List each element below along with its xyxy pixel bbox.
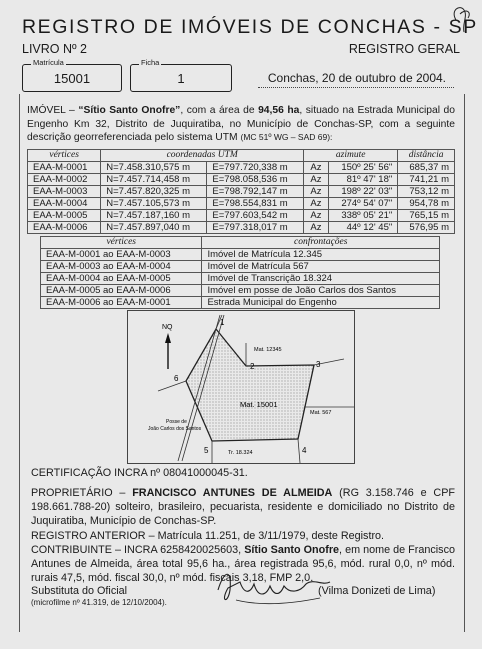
confront-body <box>41 249 440 309</box>
property-map <box>127 310 355 464</box>
coords-cell: 198º 22' 03" <box>328 186 397 198</box>
desc-prefix: IMÓVEL – <box>27 105 79 116</box>
coords-cell: N=7.457.105,573 m <box>101 198 207 210</box>
property-description <box>27 104 455 145</box>
property-area: 94,56 ha <box>258 105 300 116</box>
map-label-tr: Tr. 18.324 <box>228 450 253 456</box>
coords-body <box>28 162 455 234</box>
coords-cell: E=798.058,536 m <box>207 174 304 186</box>
coords-cell: 576,95 m <box>398 222 455 234</box>
vertex-label: 2 <box>250 362 255 371</box>
signature-icon <box>210 560 340 615</box>
confrontations-table <box>40 236 440 309</box>
coords-row <box>28 198 455 210</box>
coords-cell: EAA-M-0003 <box>28 186 101 198</box>
vertex-label: 3 <box>316 360 321 369</box>
vertex-label: 5 <box>204 446 209 455</box>
vertex-label: 6 <box>174 374 179 383</box>
coords-cell: E=797.603,542 m <box>207 210 304 222</box>
coords-cell: E=798.792,147 m <box>207 186 304 198</box>
coords-header: azimute <box>304 150 398 162</box>
boundary-line <box>158 381 186 391</box>
proprietario-name: FRANCISCO ANTUNES DE ALMEIDA <box>132 487 333 499</box>
coords-cell: N=7.457.897,040 m <box>101 222 207 234</box>
proprietario-rest: (RG 3.158.746 e CPF 198.661.788-20) solteiro, brasileiro, pecuarista, residente e domiciliado no Distrito de Juquiratiba, Município de Conchas-SP. <box>31 487 456 527</box>
map-label-mat-12345: Mat. 12345 <box>254 347 282 353</box>
coords-cell: N=7.457.714,458 m <box>101 174 207 186</box>
coords-row <box>28 174 455 186</box>
coords-cell: Az <box>304 174 329 186</box>
confront-row <box>41 249 440 261</box>
desc-mid: , com a área de <box>180 105 259 116</box>
coords-cell: Az <box>304 210 329 222</box>
coords-cell: 765,15 m <box>398 210 455 222</box>
coords-header-row <box>28 150 455 162</box>
coords-cell: Az <box>304 198 329 210</box>
coords-cell: 753,12 m <box>398 186 455 198</box>
coords-cell: 338º 05' 21" <box>328 210 397 222</box>
coords-cell: EAA-M-0006 <box>28 222 101 234</box>
confront-cell: EAA-M-0005 ao EAA-M-0006 <box>41 285 202 297</box>
confront-row <box>41 261 440 273</box>
coords-cell: 685,37 m <box>398 162 455 174</box>
certificacao-incra: CERTIFICAÇÃO INCRA nº 08041000045-31. <box>31 467 248 479</box>
coords-header: coordenadas UTM <box>101 150 304 162</box>
proprietario-paragraph <box>31 486 455 528</box>
coords-cell: Az <box>304 222 329 234</box>
vertex-label: 1 <box>220 318 225 327</box>
map-label-main: Mat. 15001 <box>240 400 278 409</box>
coords-cell: 954,78 m <box>398 198 455 210</box>
confront-cell: Estrada Municipal do Engenho <box>202 297 440 309</box>
coords-cell: E=797.318,017 m <box>207 222 304 234</box>
coords-cell: N=7.457.820,325 m <box>101 186 207 198</box>
coords-cell: EAA-M-0002 <box>28 174 101 186</box>
substituta-label: Substituta do Oficial <box>31 585 128 597</box>
map-label-posse-name: João Carlos dos Santos <box>148 426 202 432</box>
matricula-value: 15001 <box>53 71 91 86</box>
microfilme-note: (microfilme nº 41.319, de 12/10/2004). <box>31 598 167 607</box>
matricula-box <box>22 58 122 92</box>
coords-cell: 44º 12' 45" <box>328 222 397 234</box>
coords-cell: Az <box>304 162 329 174</box>
datum-label: (MC 51º WG – SAD 69): <box>240 132 333 142</box>
map-label-posse: Posse de <box>166 419 187 425</box>
registro-geral-label: REGISTRO GERAL <box>348 42 460 56</box>
confront-cell: EAA-M-0001 ao EAA-M-0003 <box>41 249 202 261</box>
coords-cell: EAA-M-0004 <box>28 198 101 210</box>
coords-cell: 81º 47' 18" <box>328 174 397 186</box>
coords-cell: EAA-M-0005 <box>28 210 101 222</box>
coords-header: vértices <box>28 150 101 162</box>
confront-row <box>41 297 440 309</box>
matricula-label: Matrícula <box>33 58 64 67</box>
ficha-box <box>130 58 232 92</box>
coords-row <box>28 222 455 234</box>
coords-row <box>28 210 455 222</box>
registry-title: REGISTRO DE IMÓVEIS DE CONCHAS - SP <box>22 16 478 38</box>
contribuinte-name: Sítio Santo Onofre <box>244 544 340 556</box>
north-arrow-icon <box>165 333 171 369</box>
map-label-mat-567: Mat. 567 <box>310 410 332 416</box>
coords-row <box>28 162 455 174</box>
oficial-name: (Vilma Donizeti de Lima) <box>318 585 436 597</box>
vertex-label: 4 <box>302 446 307 455</box>
coords-cell: EAA-M-0001 <box>28 162 101 174</box>
coordinates-table <box>27 149 455 234</box>
confront-header: vértices <box>41 237 202 249</box>
confront-cell: EAA-M-0006 ao EAA-M-0001 <box>41 297 202 309</box>
confront-cell: Imóvel de Matrícula 567 <box>202 261 440 273</box>
coords-cell: Az <box>304 186 329 198</box>
coords-cell: 741,21 m <box>398 174 455 186</box>
coords-header: distância <box>398 150 455 162</box>
confront-cell: Imóvel de Transcrição 18.324 <box>202 273 440 285</box>
confront-cell: Imóvel de Matrícula 12.345 <box>202 249 440 261</box>
boundary-line <box>298 439 300 463</box>
confront-cell: Imóvel em posse de João Carlos dos Santos <box>202 285 440 297</box>
coords-cell: 150º 25' 56" <box>328 162 397 174</box>
document-date: Conchas, 20 de outubro de 2004. <box>267 71 446 85</box>
coords-cell: E=798.554,831 m <box>207 198 304 210</box>
confront-row <box>41 273 440 285</box>
coords-row <box>28 186 455 198</box>
property-polygon <box>186 329 314 441</box>
coords-cell: E=797.720,338 m <box>207 162 304 174</box>
proprietario-label: PROPRIETÁRIO – <box>31 487 133 499</box>
coords-cell: N=7.457.187,160 m <box>101 210 207 222</box>
registro-anterior: REGISTRO ANTERIOR – Matrícula 11.251, de 3/11/1979, deste Registro. <box>31 530 385 542</box>
confront-cell: EAA-M-0003 ao EAA-M-0004 <box>41 261 202 273</box>
north-label: NQ <box>162 324 173 331</box>
coords-cell: 274º 54' 07" <box>328 198 397 210</box>
contribuinte-label: CONTRIBUINTE – INCRA 6258420025603, <box>31 544 245 556</box>
dotted-line <box>258 87 454 88</box>
coords-cell: N=7.458.310,575 m <box>101 162 207 174</box>
desc-rest: , situado na Estrada Municipal do Engenho Km 32, Distrito de Juquiratiba, no Município de Conchas-SP, com a seguinte descrição georreferenciada pelo sistema UTM <box>27 105 455 143</box>
livro-label: LIVRO Nº 2 <box>22 42 88 56</box>
contribuinte-rest: , em nome de Francisco Antunes de Almeida, área total 95,6 ha., área registrada 95,6, mód. rural 0,0, nº mód. rurais 47,5, mód. fiscal 30,0, nº mód. fiscais 3,18, FMP 2,0. <box>31 544 455 584</box>
property-name: “Sítio Santo Onofre” <box>78 105 181 116</box>
ficha-label: Ficha <box>141 58 160 67</box>
map-drawing <box>128 311 354 463</box>
confront-cell: EAA-M-0004 ao EAA-M-0005 <box>41 273 202 285</box>
confront-header-row <box>41 237 440 249</box>
confront-header: confrontações <box>202 237 440 249</box>
ficha-value: 1 <box>177 71 185 86</box>
confront-row <box>41 285 440 297</box>
